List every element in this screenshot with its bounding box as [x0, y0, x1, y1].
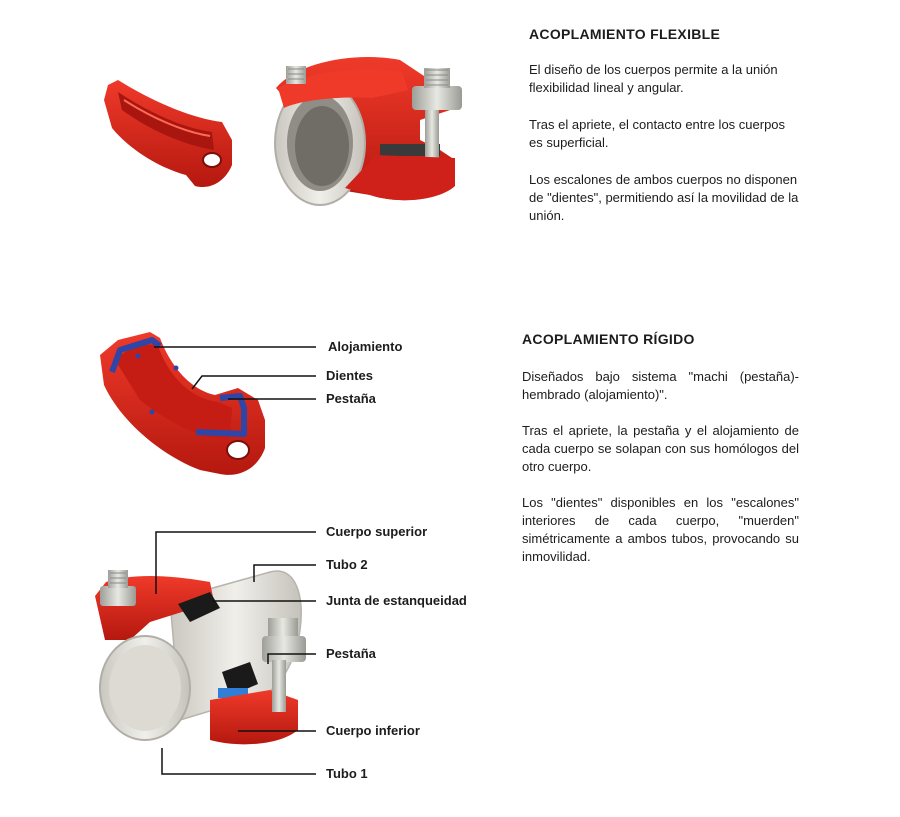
flexible-half-body — [104, 80, 232, 187]
label-pestana-assembly: Pestaña — [326, 646, 376, 661]
label-alojamiento: Alojamiento — [328, 339, 403, 354]
label-dientes: Dientes — [326, 368, 373, 383]
flexible-paragraph-1: El diseño de los cuerpos permite a la unión flexibilidad lineal y angular. — [529, 62, 778, 95]
label-junta-estanqueidad: Junta de estanqueidad — [326, 593, 467, 608]
rigid-title: ACOPLAMIENTO RÍGIDO — [522, 331, 695, 347]
flexible-title: ACOPLAMIENTO FLEXIBLE — [529, 26, 721, 42]
label-cuerpo-superior: Cuerpo superior — [326, 524, 428, 539]
rigid-paragraph-1: Diseñados bajo sistema "machi (pestaña)-hembrado (alojamiento)". — [522, 369, 799, 402]
label-tubo-1: Tubo 1 — [326, 766, 368, 781]
rigid-paragraph-2: Tras el apriete, la pestaña y el alojamiento de cada cuerpo se solapan con sus homólogos del otro cuerpo. — [522, 423, 799, 474]
flexible-assembled-coupling — [275, 57, 462, 205]
label-tubo-2: Tubo 2 — [326, 557, 368, 572]
label-cuerpo-inferior: Cuerpo inferior — [326, 723, 420, 738]
flexible-paragraph-3: Los escalones de ambos cuerpos no disponen de "dientes", permitiendo así la movilidad de la unión. — [529, 172, 799, 223]
rigid-paragraph-3: Los "dientes" disponibles en los "escalones" interiores de cada cuerpo, "muerden" simétricamente a ambos tubos, provocando su inmovilidad. — [522, 495, 799, 564]
rigid-half-body — [100, 332, 265, 475]
flexible-paragraph-2: Tras el apriete, el contacto entre los cuerpos es superficial. — [529, 117, 786, 150]
rigid-assembled-coupling — [95, 570, 306, 744]
label-pestana-half: Pestaña — [326, 391, 376, 406]
